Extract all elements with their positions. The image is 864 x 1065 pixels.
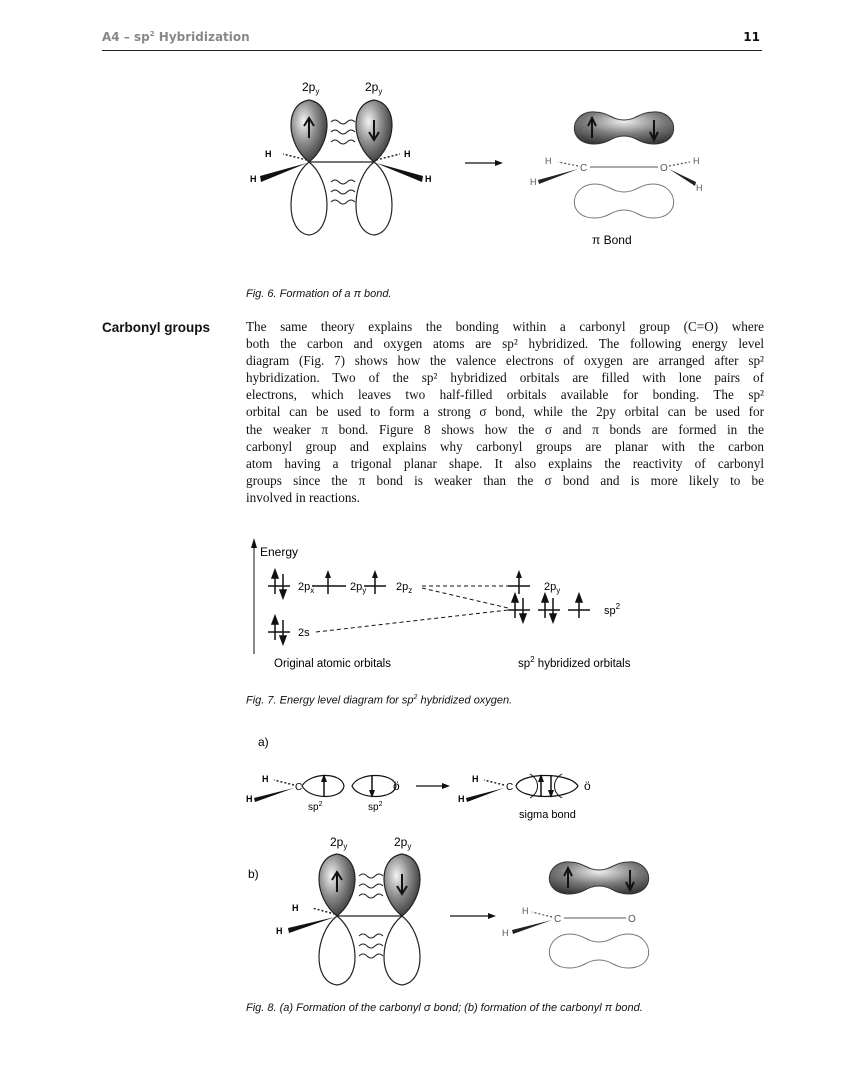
overlap-waves-bottom: [331, 180, 355, 204]
paragraph-line: orbital can be used to form a strong σ bond, while the 2py orbital can be used for: [246, 404, 764, 420]
svg-text:H: H: [522, 906, 529, 916]
pi-bond-cloud-bottom: [574, 184, 673, 218]
paragraph-line: groups since the π bond is weaker than the σ bond and is more likely to be: [246, 472, 764, 488]
svg-text:2py: $2p_y$: [330, 835, 348, 851]
paragraph-line: atom having a trigonal planar shape. It also explains the reactivity of carbonyl: [246, 455, 764, 471]
svg-text:H: H: [262, 774, 269, 784]
right-title: $sp^2$ hybridized orbitals: [518, 655, 631, 670]
figure-6: [240, 72, 703, 282]
svg-text:sp2: $sp^2$: [604, 602, 621, 617]
pi-bond-label: π Bond: [592, 233, 632, 247]
svg-text:H: H: [502, 928, 509, 938]
svg-text:H: H: [696, 183, 703, 193]
paragraph-line: involved in reactions.: [246, 489, 360, 505]
pi-bond-cloud-top: [574, 112, 673, 144]
svg-text:2py: $2p_y$: [394, 835, 412, 851]
b-pi-cloud-top: [549, 862, 648, 894]
left-title: Original atomic orbitals: [274, 658, 391, 670]
running-header: [102, 30, 762, 51]
panel-a-label: a): [258, 735, 269, 749]
svg-text:ö: ö: [584, 779, 591, 793]
sigma-bond-overlap: [516, 776, 578, 797]
figure-8-caption: Fig. 8. (a) Formation of the carbonyl σ bond; (b) formation of the carbonyl π bond.: [246, 1002, 643, 1014]
svg-text:H: H: [292, 903, 299, 913]
svg-text:H: H: [276, 926, 283, 936]
svg-text:H: H: [265, 149, 272, 159]
svg-text:C: C: [295, 782, 303, 793]
svg-text:2px: $2p_x$: [298, 581, 315, 595]
label-2py-left: $2p_y$: [302, 80, 320, 96]
figure-7: [246, 536, 666, 676]
svg-text:O: O: [660, 163, 668, 174]
orbital-2px: [268, 570, 290, 598]
figure-6-caption: Fig. 6. Formation of a π bond.: [246, 288, 392, 300]
left-p-lobe-bottom: [291, 162, 327, 235]
svg-text:H: H: [425, 174, 432, 184]
section-heading: Carbonyl groups: [102, 320, 211, 335]
paragraph-line: both the carbon and oxygen atoms are sp² hybridized. The following energy level: [246, 336, 764, 352]
sp2-lobe-oxygen: [352, 776, 396, 797]
paragraph-line: diagram (Fig. 7) shows how the valence electrons of oxygen are arranged after sp²: [246, 353, 764, 369]
svg-text:H: H: [530, 177, 537, 187]
svg-text:2py: $2p_y$: [350, 581, 367, 595]
svg-text:ö: ö: [393, 779, 400, 793]
paragraph-line: The same theory explains the bonding within a carbonyl group (C=O) where: [246, 319, 764, 334]
svg-text:sp2: $sp^2$: [368, 801, 383, 813]
section-title: $A4 - sp^2$ Hybridization: [102, 30, 250, 44]
figure-8: [240, 730, 700, 995]
svg-text:H: H: [472, 774, 479, 784]
paragraph-line: the weaker π bond. Figure 8 shows how the σ and π bonds are formed in the: [246, 421, 764, 437]
label-2py-right: $2p_y$: [365, 80, 383, 96]
svg-text:H: H: [693, 156, 700, 166]
svg-text:H: H: [250, 174, 257, 184]
svg-text:2s: 2s: [298, 627, 310, 639]
panel-b-label: b): [248, 867, 259, 881]
orbital-2s: [268, 616, 290, 644]
energy-axis-label: Energy: [260, 545, 299, 559]
sigma-bond-label: sigma bond: [519, 809, 576, 821]
paragraph-line: carbonyl group and explains why carbonyl groups are planar with the carbon: [246, 438, 764, 454]
svg-text:H: H: [246, 794, 253, 804]
svg-text:C: C: [554, 914, 562, 925]
overlap-waves-top: [331, 120, 355, 144]
paragraph-line: electrons, which leaves two half-filled orbitals available for bonding. The sp²: [246, 387, 764, 403]
hybrid-sp2: [508, 594, 590, 622]
svg-text:H: H: [404, 149, 411, 159]
paragraph-line: hybridization. Two of the sp² hybridized orbitals are filled with lone pairs of: [246, 370, 764, 386]
svg-text:2py: $2p_y$: [544, 581, 561, 595]
svg-text:sp2: $sp^2$: [308, 801, 323, 813]
svg-text:C: C: [506, 782, 514, 793]
b-pi-cloud-bottom: [549, 934, 648, 968]
figure-7-caption: Fig. 7. Energy level diagram for $sp^2$ hybridized oxygen.: [246, 694, 513, 707]
svg-text:2pz: $2p_z$: [396, 581, 413, 595]
body-paragraph: [246, 318, 764, 506]
svg-text:H: H: [458, 794, 465, 804]
svg-text:H: H: [545, 156, 552, 166]
svg-text:C: C: [580, 163, 588, 174]
page-number: 11: [743, 30, 760, 44]
svg-text:O: O: [628, 914, 636, 925]
right-p-lobe-bottom: [356, 162, 392, 235]
